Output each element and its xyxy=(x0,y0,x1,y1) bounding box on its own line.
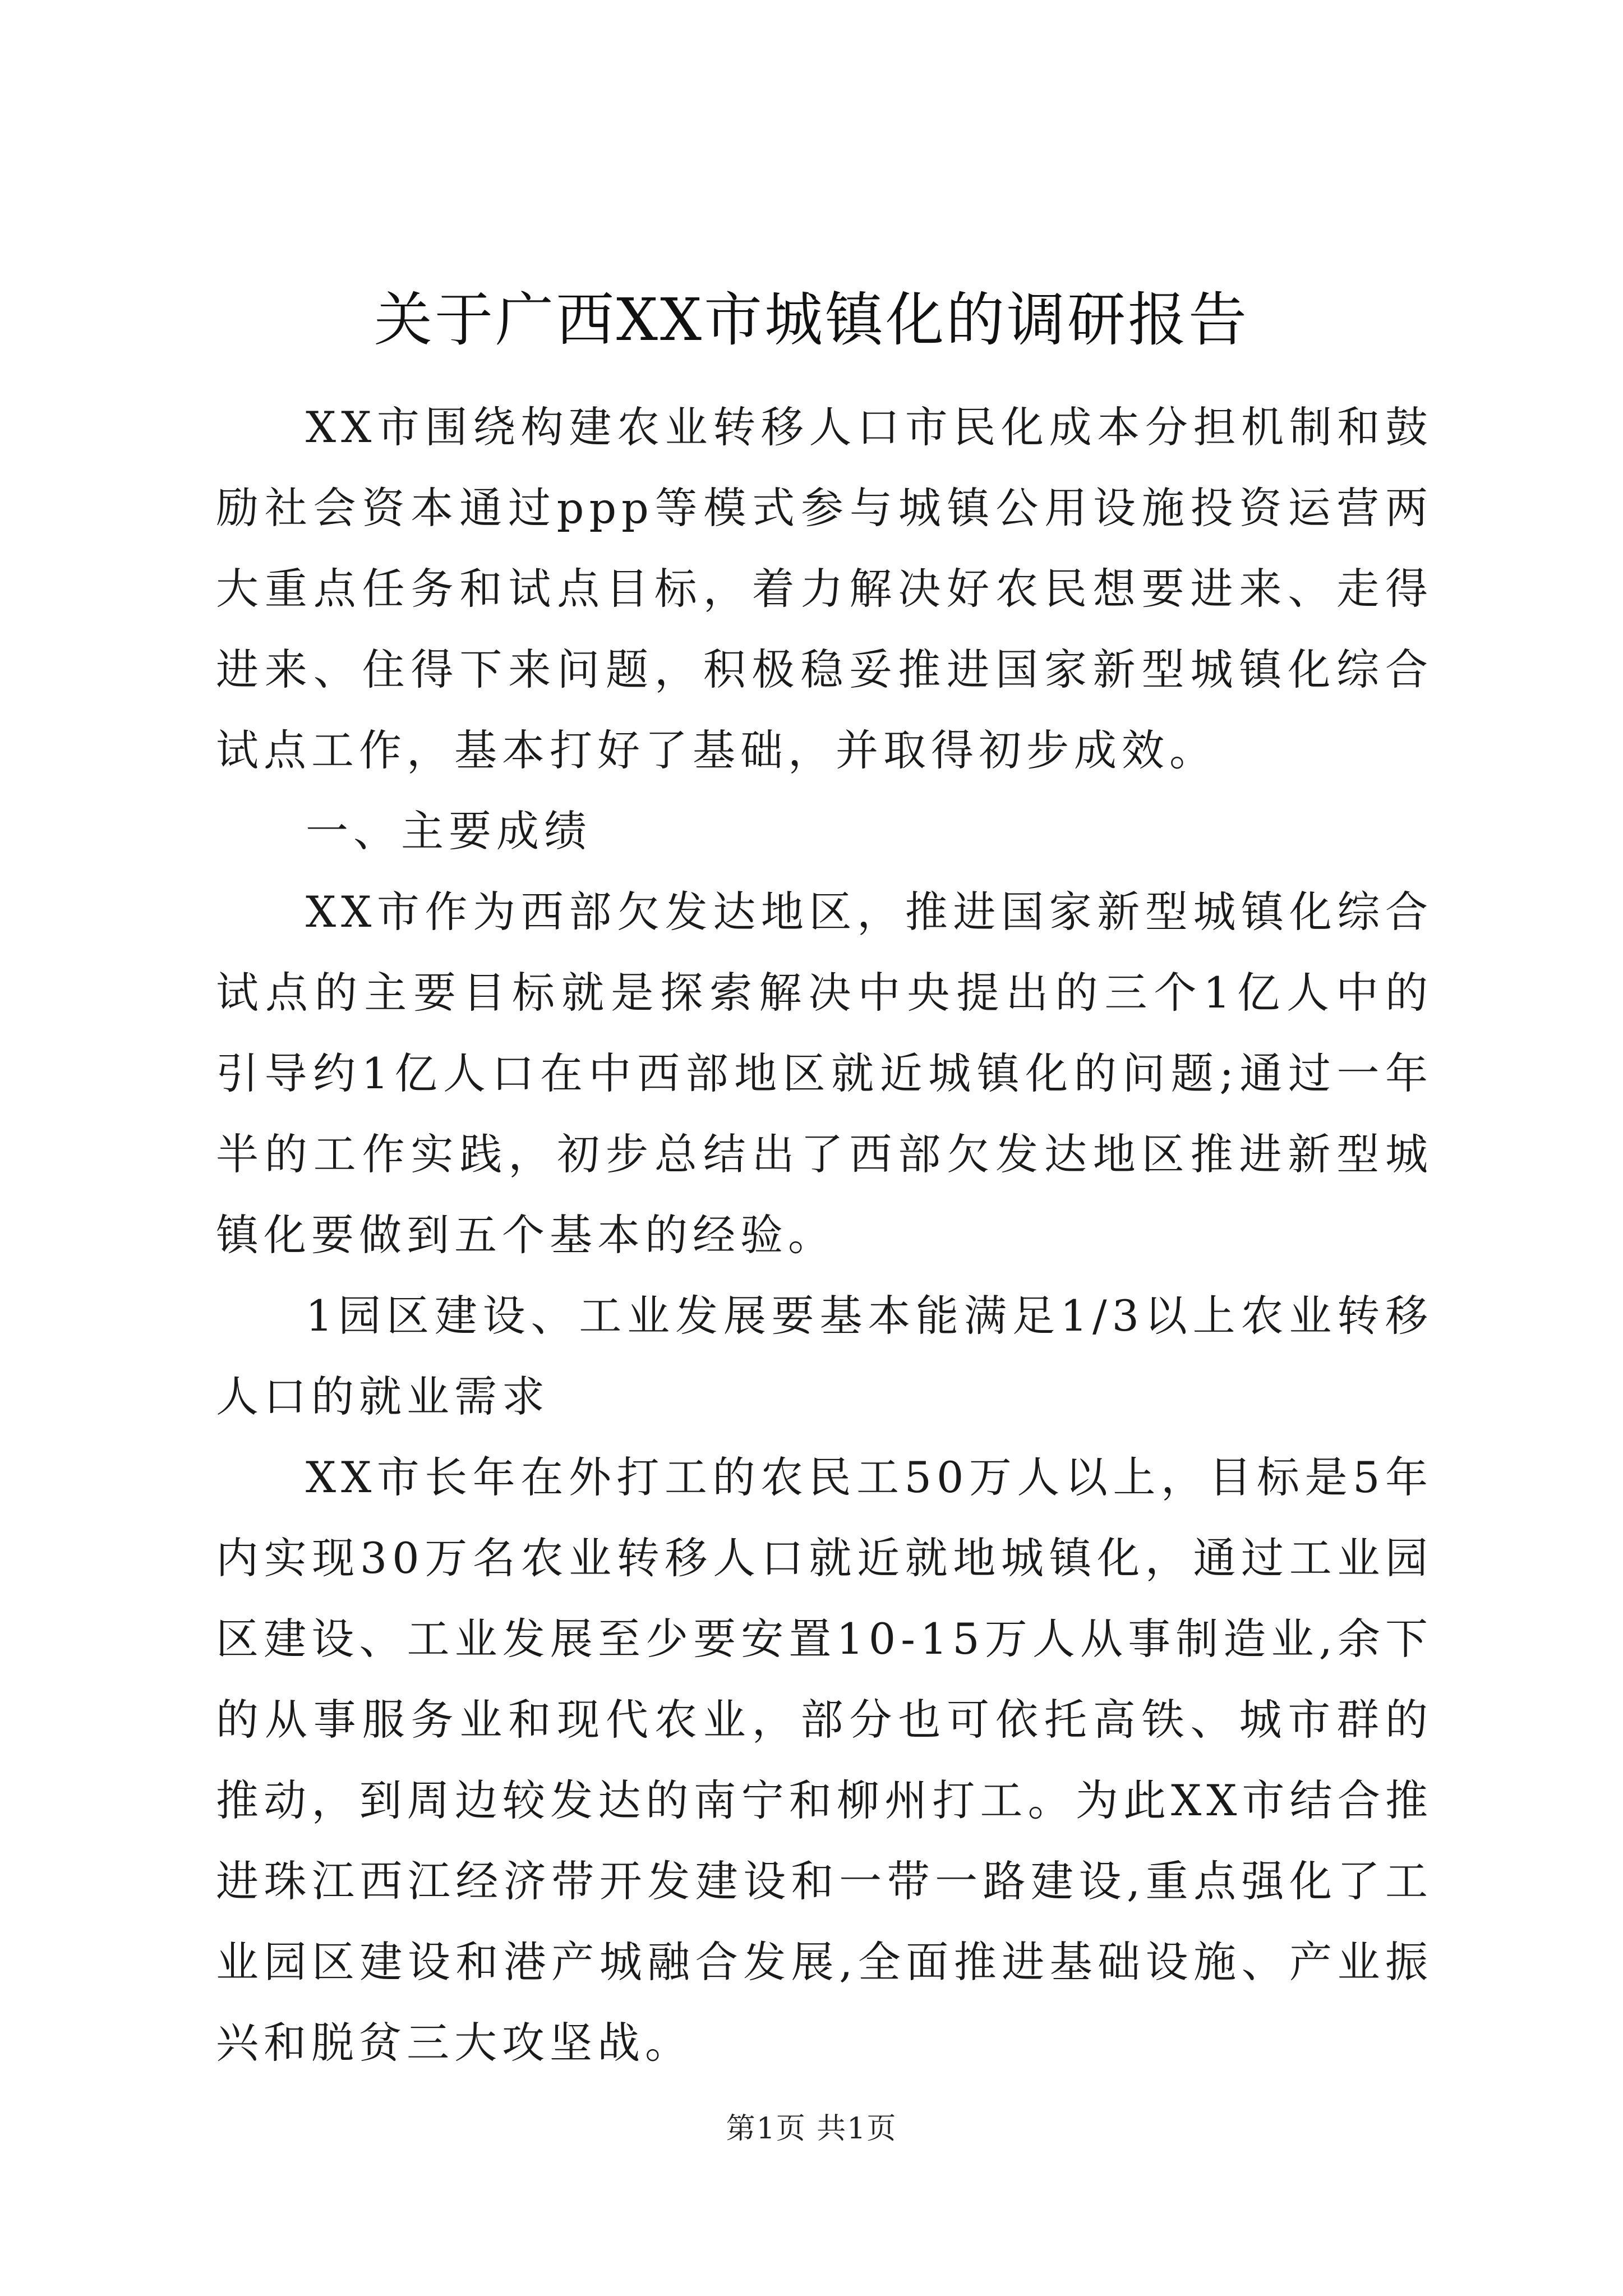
page-number-footer: 第1页 共1页 xyxy=(726,2112,897,2146)
paragraph-industrial-park: XX市长年在外打工的农民工50万人以上，目标是5年内实现30万名农业转移人口就近就地城镇化，通过工业园区建设、工业发展至少要安置10-15万人从事制造业,余下的从事服务业和现代农业，部分也可依托高铁、城市群的推动，到周边较发达的南宁和柳州打工。为此XX市结合推进珠江西江经济带开发建设和一带一路建设,重点强化了工业园区建设和港产城融合发展,全面推进基础设施、产业振兴和脱贫三大攻坚战。 xyxy=(216,1452,1433,2068)
paragraph-achievements: XX市作为西部欠发达地区，推进国家新型城镇化综合试点的主要目标就是探索解决中央提出的三个1亿人中的引导约1亿人口在中西部地区就近城镇化的问题;通过一年半的工作实践，初步总结出了西部欠发达地区推进新型城镇化要做到五个基本的经验。 xyxy=(216,887,1433,1260)
subheading-industrial-park: 1园区建设、工业发展要基本能满足1/3以上农业转移人口的就业需求 xyxy=(216,1291,1433,1421)
document-body xyxy=(216,387,1433,2083)
document-title: 关于广西XX市城镇化的调研报告 xyxy=(374,286,1249,354)
paragraph-intro: XX市围绕构建农业转移人口市民化成本分担机制和鼓励社会资本通过ppp等模式参与城镇公用设施投资运营两大重点任务和试点目标，着力解决好农民想要进来、走得进来、住得下来问题，积极稳妥推进国家新型城镇化综合试点工作，基本打好了基础，并取得初步成效。 xyxy=(216,402,1433,775)
section-heading-main-achievements: 一、主要成绩 xyxy=(306,806,592,856)
